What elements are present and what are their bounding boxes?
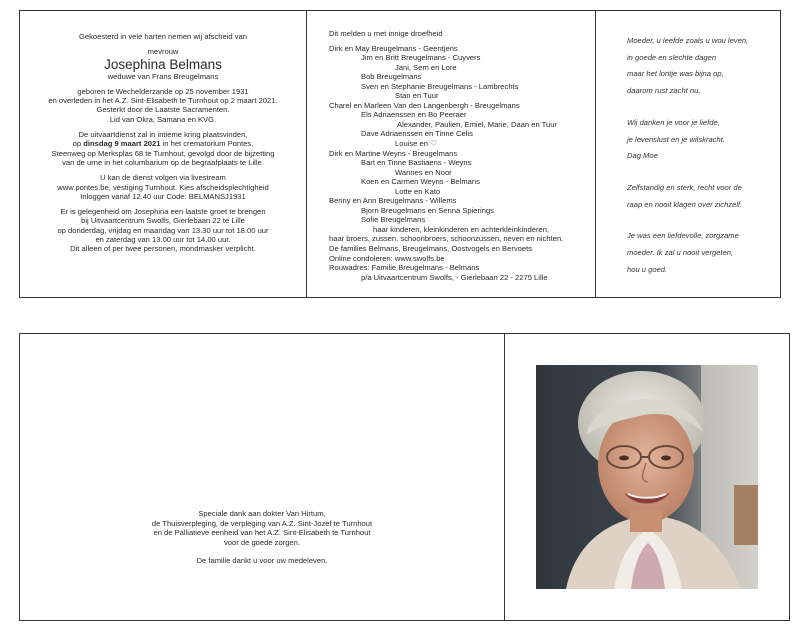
poem-line: raap en nooit klagen over zichzelf.	[627, 199, 743, 209]
service-line-1: De uitvaartdienst zal in intieme kring plaatsvinden,	[78, 130, 248, 140]
announcement-text	[20, 32, 306, 254]
family-line: Charel en Marleen Van den Langenbergh - Breugelmans	[329, 100, 520, 110]
photo-panel	[504, 333, 790, 621]
poem-line: je levenslust en je wilskracht.	[627, 134, 725, 144]
family-line: Sofie Breugelmans	[361, 215, 426, 225]
thanks-line: en de Palliatieve eenheid van het A.Z. Sint-Elisabeth te Turnhout	[153, 528, 371, 538]
family-panel	[306, 10, 596, 298]
visit-line-2: bij Uitvaartcentrum Swolfs, Gierlebaan 22 te Lille	[81, 216, 245, 226]
family-line: Benny en Ann Breugelmans - Willems	[329, 196, 457, 206]
poem-line: maar het lontje was bijna op,	[627, 69, 724, 79]
family-line: Dirk en Martine Weyns - Breugelmans	[329, 148, 458, 158]
family-line: Lotte en Kato	[395, 186, 441, 196]
sacraments-line: Gesterkt door de Laatste Sacramenten.	[96, 105, 230, 115]
poem-text	[627, 33, 748, 278]
family-line: Dirk en May Breugelmans - Geentjens	[329, 43, 458, 53]
thanks-closing: De familie dankt u voor uw medeleven.	[196, 556, 328, 566]
poem-line: Moeder, u leefde zoals u wou leven,	[627, 36, 749, 45]
portrait-photo	[536, 365, 758, 589]
family-line: Jani, Sem en Lore	[395, 62, 457, 72]
family-line: Jim en Britt Breugelmans - Cuyvers	[361, 53, 481, 63]
thanks-line: de Thuisverpleging, de verpleging van A.Z. Sint-Jozef te Turnhout	[151, 518, 373, 528]
visit-line-4: en zaterdag van 13.00 uur tot 14.00 uur.	[95, 235, 231, 245]
mourning-address-line-1: Rouwadres: Familie Breugelmans - Belmans	[329, 263, 480, 273]
mourning-address-line-2: p/a Uitvaartcentrum Swolfs, - Gierlebaan 22 - 2275 Lille	[361, 272, 548, 282]
poem-line: Je was een liefdevolle, zorgzame	[627, 231, 739, 241]
stream-line-2: www.pontes.be, vestiging Turnhout. Kies afscheidsplechtigheid	[57, 182, 269, 192]
stream-line-1: U kan de dienst volgen via livestream	[100, 173, 226, 183]
visit-line-1: Er is gelegenheid om Josephina een laatste groet te brengen	[60, 207, 266, 217]
family-line: Els Adriaenssen en Bo Peeraer	[361, 110, 467, 120]
poem-line: moeder. Ik zal u nooit vergeten,	[627, 248, 734, 258]
family-line: Bob Breugelmans	[361, 72, 422, 82]
poem-line: Dag Moe	[627, 151, 658, 161]
family-line: De families Belmans, Breugelmans, Oostvogels en Bervoets	[329, 244, 533, 254]
condolence-link: Online condoleren: www.swolfs.be	[329, 253, 445, 263]
family-line: haar broers, zussen, schoonbroers, schoonzussen, neven en nichten.	[329, 234, 564, 244]
thanks-panel	[19, 333, 505, 621]
membership-line: Lid van Okra, Samana en KVG.	[109, 114, 217, 124]
poem-panel	[595, 10, 781, 298]
service-date: dinsdag 9 maart 2021	[83, 139, 161, 149]
thanks-line: voor de goede zorgen.	[224, 537, 300, 547]
announcement-panel	[19, 10, 307, 298]
service-line-4: van de urne in het columbarium op de begraafplaats te Lille.	[62, 157, 264, 167]
family-line: Alexander, Paulien, Emiel, Marie, Daan en Tuur	[397, 119, 557, 129]
deceased-name: Josephina Belmans	[104, 56, 222, 72]
family-line: Bart en Tinne Bastiaens - Weyns	[361, 158, 472, 168]
family-line: Bjorn Breugelmans en Senna Spierings	[361, 205, 494, 215]
family-line: Stan en Tuur	[395, 91, 439, 101]
thanks-line: Speciale dank aan dokter Van Hirtum,	[198, 509, 326, 518]
stream-line-3: Inloggen vanaf 12.40 uur Code: BELMANSJ1931	[80, 191, 246, 201]
family-line: Louise en ♡	[395, 139, 438, 149]
poem-line: in goede en slechte dagen	[627, 52, 717, 62]
poem-line: daarom rust zacht nu.	[627, 86, 701, 96]
family-line: Sven en Stephanie Breugelmans - Lambrechts	[361, 81, 519, 91]
family-line: haar kinderen, kleinkinderen en achterkleinkinderen,	[373, 224, 550, 234]
visit-line-3: op donderdag, vrijdag en maandag van 13.30 uur tot 18.00 uur	[57, 225, 269, 235]
poem-line: Zelfstandig en sterk, recht voor de	[627, 182, 742, 192]
family-heading: Dit melden u met innige droefheid	[329, 29, 443, 38]
poem-line: hou u goed.	[627, 264, 668, 274]
service-line-3: Steenweg op Merksplas 68 te Turnhout, gevolgd door de bijzetting	[51, 148, 275, 158]
heart-icon: ♡	[430, 139, 438, 149]
birth-line: geboren te Wechelderzande op 25 november 1931	[77, 86, 249, 96]
visit-line-5: Dit alleen of per twee personen, mondmasker verplicht.	[70, 244, 256, 254]
poem-line: Wij danken je voor je liefde,	[627, 117, 720, 127]
family-line: Koen en Carmen Weyns - Belmans	[361, 177, 480, 187]
honorific: mevrouw	[147, 47, 179, 57]
family-line: Wannes en Noor	[395, 167, 452, 177]
widow-line: weduwe van Frans Breugelmans	[107, 71, 219, 81]
family-line: Dave Adriaenssen en Tinne Celis	[361, 129, 473, 139]
thanks-text	[20, 509, 504, 566]
service-line-2: op dinsdag 9 maart 2021 in het crematorium Pontes,	[72, 139, 254, 149]
death-line: en overleden in het A.Z. Sint-Elisabeth te Turnhout op 2 maart 2021.	[48, 96, 278, 106]
family-list	[329, 29, 563, 282]
intro-line: Gekoesterd in vele harten nemen wij afscheid van	[78, 32, 247, 41]
